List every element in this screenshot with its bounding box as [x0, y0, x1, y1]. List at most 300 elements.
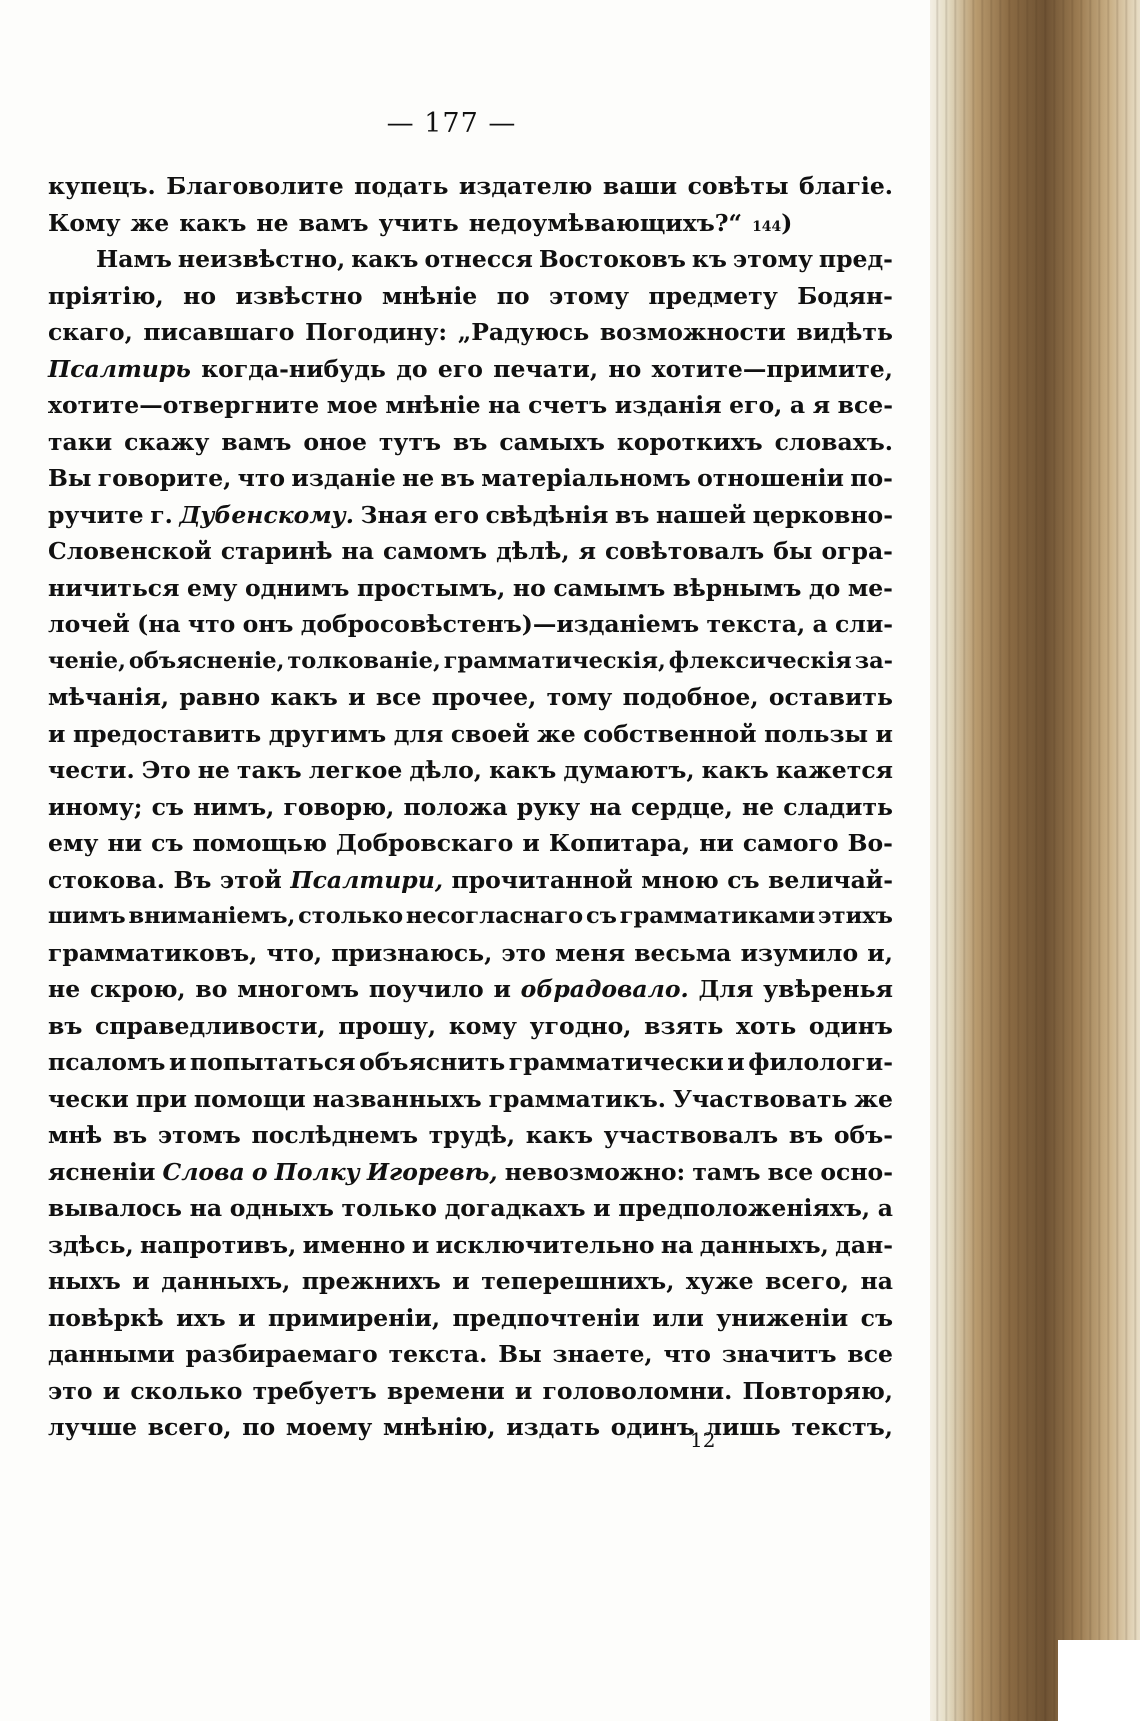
- word: иному;: [48, 792, 143, 821]
- word: ни: [699, 829, 734, 857]
- word: Участвовать: [672, 1084, 848, 1113]
- word: Для: [698, 975, 754, 1003]
- word: съ: [585, 903, 617, 929]
- signature-mark: 12: [690, 1428, 716, 1452]
- italic-word: Дубенскому.: [179, 500, 354, 529]
- word: моему: [285, 1413, 373, 1441]
- word: грамматическія,: [443, 647, 666, 674]
- word: только: [341, 1194, 437, 1222]
- word: какъ: [351, 245, 419, 273]
- word: этому: [732, 245, 813, 273]
- word: на: [341, 537, 374, 565]
- word: мѣчанія,: [48, 683, 170, 711]
- word: и: [132, 1267, 150, 1295]
- word: этомъ: [157, 1121, 241, 1149]
- word: грамматиками: [619, 903, 816, 929]
- word: таки: [48, 427, 113, 456]
- word: вамъ: [221, 427, 292, 456]
- word: въ: [48, 1011, 83, 1040]
- italic-word: Псалтири,: [290, 865, 443, 894]
- word: названныхъ: [312, 1084, 482, 1113]
- word: церковно-: [752, 500, 893, 529]
- text-line: [48, 935, 893, 972]
- word: я: [578, 537, 596, 565]
- word: же: [854, 1084, 893, 1113]
- word: всего,: [147, 1413, 232, 1441]
- word: нимъ,: [193, 792, 275, 821]
- word: псаломъ: [48, 1048, 166, 1076]
- word: добросовѣстенъ)—изданіемъ: [300, 610, 700, 638]
- word: совѣты: [687, 172, 789, 200]
- text-line: [48, 1008, 893, 1045]
- word: помощи: [193, 1084, 306, 1113]
- text-line: [48, 1336, 893, 1373]
- word: этихъ: [817, 903, 893, 929]
- word: примиреніи,: [267, 1303, 440, 1332]
- word: прошу,: [338, 1011, 437, 1040]
- word: это: [48, 1376, 93, 1405]
- word: говорю,: [283, 792, 395, 821]
- word: въ: [788, 1121, 824, 1149]
- word: мнѣ: [48, 1121, 103, 1149]
- word: пред-: [818, 245, 893, 273]
- word: Намъ: [96, 245, 172, 273]
- word: я: [812, 391, 831, 419]
- word: какъ: [701, 756, 769, 784]
- word: же: [537, 719, 576, 748]
- word: какъ: [489, 756, 557, 784]
- word: весьма: [634, 938, 732, 967]
- word: по: [242, 1413, 276, 1441]
- word: хуже: [685, 1267, 754, 1295]
- word: старинѣ: [220, 537, 333, 565]
- word: меня: [555, 938, 626, 967]
- word: не: [741, 792, 775, 821]
- word: или: [652, 1303, 704, 1332]
- italic-word: Полку: [274, 1157, 360, 1186]
- word: на: [488, 391, 521, 419]
- word: столько: [298, 903, 404, 929]
- word: ме-: [847, 573, 893, 602]
- word: видѣть: [796, 318, 893, 346]
- word: съ: [860, 1303, 893, 1332]
- word: издателю: [458, 172, 593, 200]
- word: изумило: [740, 938, 859, 967]
- word: все: [767, 1157, 814, 1186]
- word: какъ: [270, 683, 338, 711]
- word: попытаться: [189, 1048, 356, 1076]
- word: увѣренья: [763, 975, 893, 1003]
- italic-word: Слова: [162, 1157, 245, 1186]
- word: ): [781, 208, 793, 237]
- text-line: [48, 351, 893, 388]
- word: исключительно: [435, 1230, 655, 1259]
- word: что: [187, 610, 236, 638]
- word: времени: [387, 1376, 505, 1405]
- word: осно-: [820, 1157, 893, 1186]
- word: напротивъ,: [139, 1230, 297, 1259]
- word: по-: [850, 464, 893, 492]
- word: не: [197, 756, 230, 784]
- word: чести.: [48, 756, 135, 784]
- word: оставить: [768, 683, 893, 711]
- word: во: [195, 975, 228, 1003]
- word: ему: [48, 829, 99, 857]
- word: ручите: [48, 500, 144, 529]
- text-line: [48, 278, 893, 315]
- word: и: [238, 1303, 256, 1332]
- word: всего,: [765, 1267, 849, 1295]
- word: такъ: [236, 756, 302, 784]
- text-line: [48, 460, 893, 497]
- text-line: [48, 1263, 893, 1300]
- word: прочитанной: [451, 865, 633, 894]
- word: его: [433, 500, 479, 529]
- word: и: [48, 719, 66, 748]
- word: Копитара,: [548, 829, 691, 857]
- word: текстъ,: [791, 1413, 893, 1441]
- word: матеріальномъ: [481, 464, 691, 492]
- word: Добровскаго: [336, 829, 514, 857]
- word: простымъ,: [356, 573, 506, 602]
- word: а: [812, 610, 828, 638]
- word: сколько: [130, 1376, 243, 1405]
- word: и: [493, 975, 511, 1003]
- word: недоумѣвающихъ?“: [468, 208, 743, 237]
- word: значитъ: [721, 1340, 837, 1368]
- word: мнѣніе: [382, 281, 478, 310]
- word: и: [522, 829, 540, 857]
- text-line: [48, 1409, 893, 1446]
- word: его,: [729, 391, 783, 419]
- word: (на: [137, 610, 181, 638]
- text-line: [48, 825, 893, 862]
- word: изданія: [614, 391, 722, 419]
- word: одныхъ: [229, 1194, 334, 1222]
- word: грамматически: [508, 1048, 724, 1076]
- word: данныхъ,: [699, 1230, 829, 1259]
- word: одинъ: [610, 1413, 695, 1441]
- word: въ: [440, 464, 475, 492]
- word: флексическія: [668, 647, 852, 674]
- word: и: [727, 1048, 745, 1076]
- word: объяснить: [359, 1048, 506, 1076]
- word: головоломни.: [542, 1376, 733, 1405]
- word: кажется: [775, 756, 893, 784]
- word: объ-: [833, 1121, 893, 1149]
- word: короткихъ: [616, 427, 763, 456]
- word: данныхъ,: [161, 1267, 291, 1295]
- word: дѣло,: [409, 756, 482, 784]
- word: учить: [378, 208, 459, 237]
- text-line: [48, 606, 893, 643]
- text-line: [48, 971, 893, 1008]
- word: и: [102, 1376, 121, 1405]
- italic-word: обрадовало.: [520, 975, 689, 1003]
- word: Вы: [48, 464, 92, 492]
- word: хотите—примите,: [651, 354, 893, 383]
- word: скаго,: [48, 318, 133, 346]
- word: ему: [187, 573, 238, 602]
- word: тамъ: [692, 1157, 761, 1186]
- word: хотите—отвергните: [48, 391, 320, 419]
- word: теперешнихъ,: [481, 1267, 675, 1295]
- text-line: [48, 205, 893, 242]
- word: словахъ.: [774, 427, 893, 456]
- word: сли-: [834, 610, 893, 638]
- text-line: [48, 862, 893, 899]
- word: послѣднемъ: [251, 1121, 419, 1149]
- word: до: [396, 354, 428, 383]
- word: разбираемаго: [185, 1340, 378, 1368]
- word: на: [660, 1230, 694, 1259]
- word: къ: [691, 245, 727, 273]
- italic-word: о: [251, 1157, 268, 1186]
- word: благіе.: [799, 172, 893, 200]
- text-line: [48, 1373, 893, 1410]
- word: положа: [403, 792, 508, 821]
- word: самого: [742, 829, 839, 857]
- word: съ: [727, 865, 760, 894]
- word: отношеніи: [697, 464, 844, 492]
- word: а: [877, 1194, 893, 1222]
- word: лучше: [48, 1413, 138, 1441]
- word: текста,: [706, 610, 806, 638]
- word: какъ: [179, 208, 247, 237]
- italic-word: Игоревѣ,: [366, 1157, 498, 1186]
- word: лочей: [48, 610, 130, 638]
- word: ныхъ: [48, 1267, 121, 1295]
- word: купецъ.: [48, 172, 156, 200]
- word: Кому: [48, 208, 121, 237]
- text-line: [48, 424, 893, 461]
- text-line: [48, 533, 893, 570]
- word: бы: [773, 537, 813, 565]
- word: тому: [546, 683, 613, 711]
- word: по: [496, 281, 530, 310]
- book-spine-edge: [930, 0, 1140, 1721]
- word: ченіе,: [48, 647, 126, 674]
- word: своей: [450, 719, 530, 748]
- text-line: [48, 497, 893, 534]
- text-line: [48, 643, 893, 680]
- word: дан-: [835, 1230, 893, 1259]
- word: Зная: [360, 500, 428, 529]
- text-line: [48, 1154, 893, 1191]
- word: подать: [354, 172, 449, 200]
- word: легкое: [308, 756, 403, 784]
- word: въ: [112, 1121, 148, 1149]
- word: счетъ: [528, 391, 608, 419]
- text-line: [48, 314, 893, 351]
- word: огра-: [821, 537, 893, 565]
- word: „Радуюсь: [457, 318, 590, 346]
- word: скажу: [124, 427, 210, 456]
- word: нашей: [655, 500, 747, 529]
- word: съ: [151, 829, 184, 857]
- text-line: [48, 168, 893, 205]
- word: при: [135, 1084, 187, 1113]
- word: но: [608, 354, 642, 383]
- word: въ: [614, 500, 650, 529]
- word: участвовалъ: [603, 1121, 779, 1149]
- word: многомъ: [237, 975, 360, 1003]
- word: на: [860, 1267, 893, 1295]
- page-number: — 177 —: [386, 108, 517, 139]
- word: помощью: [192, 829, 327, 857]
- word: требуетъ: [252, 1376, 377, 1405]
- word: неизвѣстно,: [177, 245, 346, 273]
- word: грамматикъ.: [488, 1084, 666, 1113]
- text-line: [48, 1300, 893, 1337]
- word: свѣдѣнія: [485, 500, 609, 529]
- word: Повторяю,: [742, 1376, 893, 1405]
- word: грамматиковъ,: [48, 938, 258, 967]
- word: все: [375, 683, 422, 711]
- text-line: [48, 1044, 893, 1081]
- word: въ: [453, 427, 488, 456]
- word: Погодину:: [305, 318, 448, 346]
- word: именно: [302, 1230, 406, 1259]
- word: что: [237, 464, 286, 492]
- word: взять: [644, 1011, 724, 1040]
- word: совѣтовалъ: [604, 537, 765, 565]
- word: вѣрнымъ: [672, 573, 802, 602]
- word: ничиться: [48, 573, 180, 602]
- word: повѣркѣ: [48, 1303, 164, 1332]
- word: филологи-: [748, 1048, 893, 1076]
- word: объясненіе,: [128, 647, 285, 674]
- text-line: [48, 1227, 893, 1264]
- word: а: [789, 391, 806, 419]
- word: величай-: [768, 865, 893, 894]
- word: и: [514, 1376, 533, 1405]
- word: мое: [326, 391, 378, 419]
- text-line: [48, 387, 893, 424]
- word: этой: [219, 865, 282, 894]
- text-line: [48, 898, 893, 935]
- word: все: [847, 1340, 893, 1368]
- word: до: [808, 573, 841, 602]
- word: отнесся: [424, 245, 533, 273]
- text-line: [48, 679, 893, 716]
- word: предпочтеніи: [452, 1303, 640, 1332]
- word: данными: [48, 1340, 175, 1368]
- word: этому: [549, 281, 630, 310]
- word: но: [183, 281, 217, 310]
- word: и,: [867, 938, 893, 967]
- word: Въ: [173, 865, 212, 894]
- word: шимъ: [48, 903, 126, 929]
- word: думаютъ,: [563, 756, 695, 784]
- word: прежнихъ: [301, 1267, 441, 1295]
- word: издать: [506, 1413, 601, 1441]
- word: самомъ: [382, 537, 488, 565]
- word: оное: [303, 427, 367, 456]
- text-line: [48, 570, 893, 607]
- word: хоть: [736, 1011, 797, 1040]
- word: за-: [854, 647, 893, 674]
- word: вамъ: [298, 208, 369, 237]
- footnote-ref: 144: [752, 218, 782, 235]
- word: мнѣніе: [385, 391, 481, 419]
- word: Во-: [847, 829, 893, 857]
- word: догадкахъ: [444, 1194, 586, 1222]
- word: но: [512, 573, 546, 602]
- word: пользы: [764, 719, 869, 748]
- word: же: [130, 208, 170, 237]
- word: угодно,: [529, 1011, 632, 1040]
- word: мнѣнію,: [383, 1413, 496, 1441]
- word: когда-нибудь: [201, 354, 386, 383]
- word: самыхъ: [499, 427, 605, 456]
- word: вниманіемъ,: [128, 903, 296, 929]
- word: текста.: [388, 1340, 488, 1368]
- word: равно: [179, 683, 261, 711]
- word: несогласнаго: [405, 903, 584, 929]
- text-line: [48, 752, 893, 789]
- word: униженіи: [716, 1303, 849, 1332]
- word: предмету: [648, 281, 778, 310]
- word: возможности: [599, 318, 786, 346]
- word: знаете,: [552, 1340, 653, 1368]
- word: и: [348, 683, 366, 711]
- word: не: [48, 975, 81, 1003]
- word: одинъ: [808, 1011, 893, 1040]
- text-line: [48, 1190, 893, 1227]
- word: Это: [141, 756, 191, 784]
- word: здѣсь,: [48, 1230, 134, 1259]
- word: что: [663, 1340, 711, 1368]
- word: другимъ: [268, 719, 387, 748]
- word: Словенской: [48, 537, 212, 565]
- word: изданіе: [291, 464, 396, 492]
- word: Вы: [498, 1340, 542, 1368]
- word: сладить: [783, 792, 893, 821]
- word: что,: [266, 938, 323, 967]
- word: не: [256, 208, 289, 237]
- word: и: [593, 1194, 611, 1222]
- word: какъ: [525, 1121, 593, 1149]
- italic-word: Псалтирь: [48, 354, 191, 383]
- word: предоставить: [72, 719, 262, 748]
- word: ихъ: [176, 1303, 226, 1332]
- word: печати,: [493, 354, 599, 383]
- scan-corner: [1058, 1640, 1140, 1721]
- word: справедливости,: [95, 1011, 326, 1040]
- body-text: [48, 168, 893, 1446]
- word: поучило: [368, 975, 484, 1003]
- word: и: [168, 1048, 187, 1076]
- word: тутъ: [378, 427, 442, 456]
- word: кому: [448, 1011, 517, 1040]
- text-line: [48, 716, 893, 753]
- word: вывалось: [48, 1194, 182, 1222]
- word: на: [589, 792, 622, 821]
- text-line: [48, 1117, 893, 1154]
- word: руку: [516, 792, 581, 821]
- word: чески: [48, 1084, 129, 1113]
- word: признаюсь,: [331, 938, 493, 967]
- word: это: [501, 938, 546, 967]
- word: извѣстно: [235, 281, 363, 310]
- word: Востоковъ: [538, 245, 686, 273]
- word: скрою,: [89, 975, 186, 1003]
- word: его: [437, 354, 483, 383]
- word: подобное,: [622, 683, 759, 711]
- text-line: [48, 789, 893, 826]
- word: и: [452, 1267, 470, 1295]
